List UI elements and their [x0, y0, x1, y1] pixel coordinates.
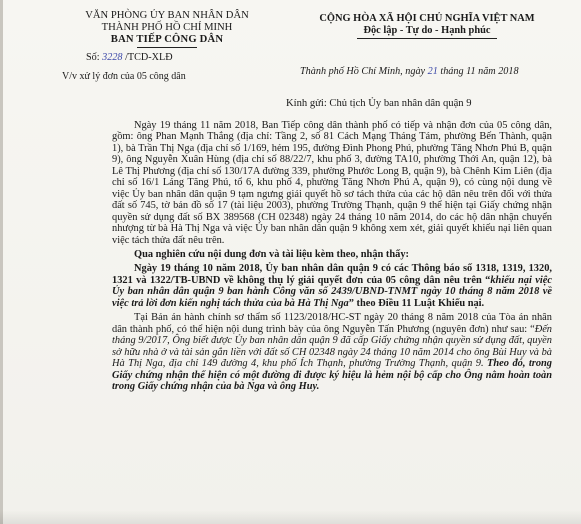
page-bottom-shadow — [0, 510, 581, 524]
recipient-line: Kính gửi: Chủ tịch Ủy ban nhân dân quận 9 — [286, 98, 472, 109]
paragraph-3-text-a: Ngày 19 tháng 10 năm 2018, Ủy ban nhân dân quận 9 có các Thông báo số 1318, 1319, 1320, 1321 và 1322/TB-UBND về không thụ lý giải quyết đơn của 05 công dân nêu trên “ — [112, 263, 552, 286]
paragraph-4 — [112, 312, 552, 392]
document-body — [112, 120, 552, 395]
agency-line-1: VĂN PHÒNG ỦY BAN NHÂN DÂN — [85, 10, 249, 21]
document-date — [300, 66, 519, 77]
agency-underline — [137, 47, 197, 48]
paragraph-3-quote: khiếu nại việc Ủy ban nhân dân quận 9 ban hành Công văn số 2439/UBND-TNMT ngày 10 tháng 8 năm 2018 về việc trả lời đơn kiến nghị tách thửa của bà Hà Thị Nga — [112, 274, 552, 309]
document-subject: V/v xử lý đơn của 05 công dân — [62, 71, 186, 82]
agency-line-3: BAN TIẾP CÔNG DÂN — [110, 34, 224, 45]
national-motto: Độc lập - Tự do - Hạnh phúc — [363, 25, 491, 36]
paragraph-3-text-b: ” theo Điều 11 Luật Khiếu nại. — [348, 297, 485, 309]
doc-number-prefix: Số: — [86, 52, 100, 63]
national-title: CỘNG HÒA XÃ HỘI CHỦ NGHĨA VIỆT NAM — [319, 13, 535, 24]
paragraph-1: Ngày 19 tháng 11 năm 2018, Ban Tiếp công dân thành phố có tiếp và nhận đơn của 05 công dân, gồm: ông Phan Mạnh Thắng (địa chỉ: Tầng 2, số 81 Cách Mạng Tháng Tám, phường Bến Thành, quận 1), bà Trần Thị Nga (địa chỉ số 1/169, hẻm 195, đường Đình Phong Phú, phường Tăng Nhơn Phú B, quận 9), ông Nguyễn Xuân Hùng (địa chỉ số 88/22/7, khu phố 3, đường TA10, phường Thới An, quận 12), bà Lê Thị Phương (địa chỉ số 130/17A đường 339, phường Phước Long B, quận 9), bà Chênh Kim Liên (địa chỉ số 16/1 Láng Tăng Phú, tổ 6, khu phố 4, phường Tăng Nhơn Phú A, quận 9), có cùng nội dung về việc Ủy ban nhân dân quận 9 tạm ngưng giải quyết hồ sơ tách thửa của các hộ dân nêu trên đối với thửa đất số 745, tờ bản đồ số 17 (tài liệu 2003), phường Trường Thạnh, quận 9 thể hiện tại Giấy chứng nhận quyền sử dụng đất số BX 389568 (CH 02348) ngày 24 tháng 10 năm 2014, do các hộ dân nhận chuyển nhượng từ bà Hà Thị Nga và việc Ủy ban nhân dân quận 9 không xem xét, giải quyết khiếu nại liên quan việc tách thửa đất nêu trên. — [112, 120, 552, 246]
paragraph-2: Qua nghiên cứu nội dung đơn và tài liệu kèm theo, nhận thấy: — [134, 248, 409, 260]
document-number — [86, 52, 173, 63]
paragraph-3 — [112, 263, 552, 309]
paragraph-4-quote: Đến tháng 9/2017, Ông biết được Ủy ban nhân dân quận 9 đã cấp Giấy chứng nhận quyền sử dụng đất, quyền sở hữu nhà ở và tài sản gắn liền với đất số CH 02348 ngày 24 tháng 10 năm 2014 cho ông Bùi Huy và bà Hà Thị Nga, địa chỉ 149 đường 4, khu phố Ích Thạnh, phường Trường Thạnh, quận 9. — [112, 323, 552, 370]
paragraph-4-bold: Theo đó, trong Giấy chứng nhận thể hiện có một đường đi được ký hiệu là hẻm nội bộ cấp cho Ông nằm hoàn toàn trong Giấy chứng nhận của bà Nga và ông Huy. — [112, 358, 552, 392]
paragraph-4-text-a: Tại Bản án hành chính sơ thẩm số 1123/2018/HC-ST ngày 20 tháng 8 năm 2018 của Tòa án nhân dân thành phố, có thể hiện nội dung trình bày của ông Nguyễn Tấn Phương (nguyên đơn) như sau: “ — [112, 312, 552, 335]
agency-line-2: THÀNH PHỐ HỒ CHÍ MINH — [101, 22, 233, 33]
motto-underline — [357, 38, 497, 39]
agency-header — [62, 10, 272, 48]
page-edge-shadow — [0, 0, 3, 524]
doc-number-suffix: /TCD-XLĐ — [125, 52, 173, 63]
date-suffix: tháng 11 năm 2018 — [440, 66, 519, 77]
national-header — [292, 13, 562, 39]
date-prefix: Thành phố Hồ Chí Minh, ngày — [300, 66, 426, 77]
doc-number-handwritten: 3228 — [102, 52, 123, 63]
date-handwritten-day: 21 — [427, 66, 438, 77]
